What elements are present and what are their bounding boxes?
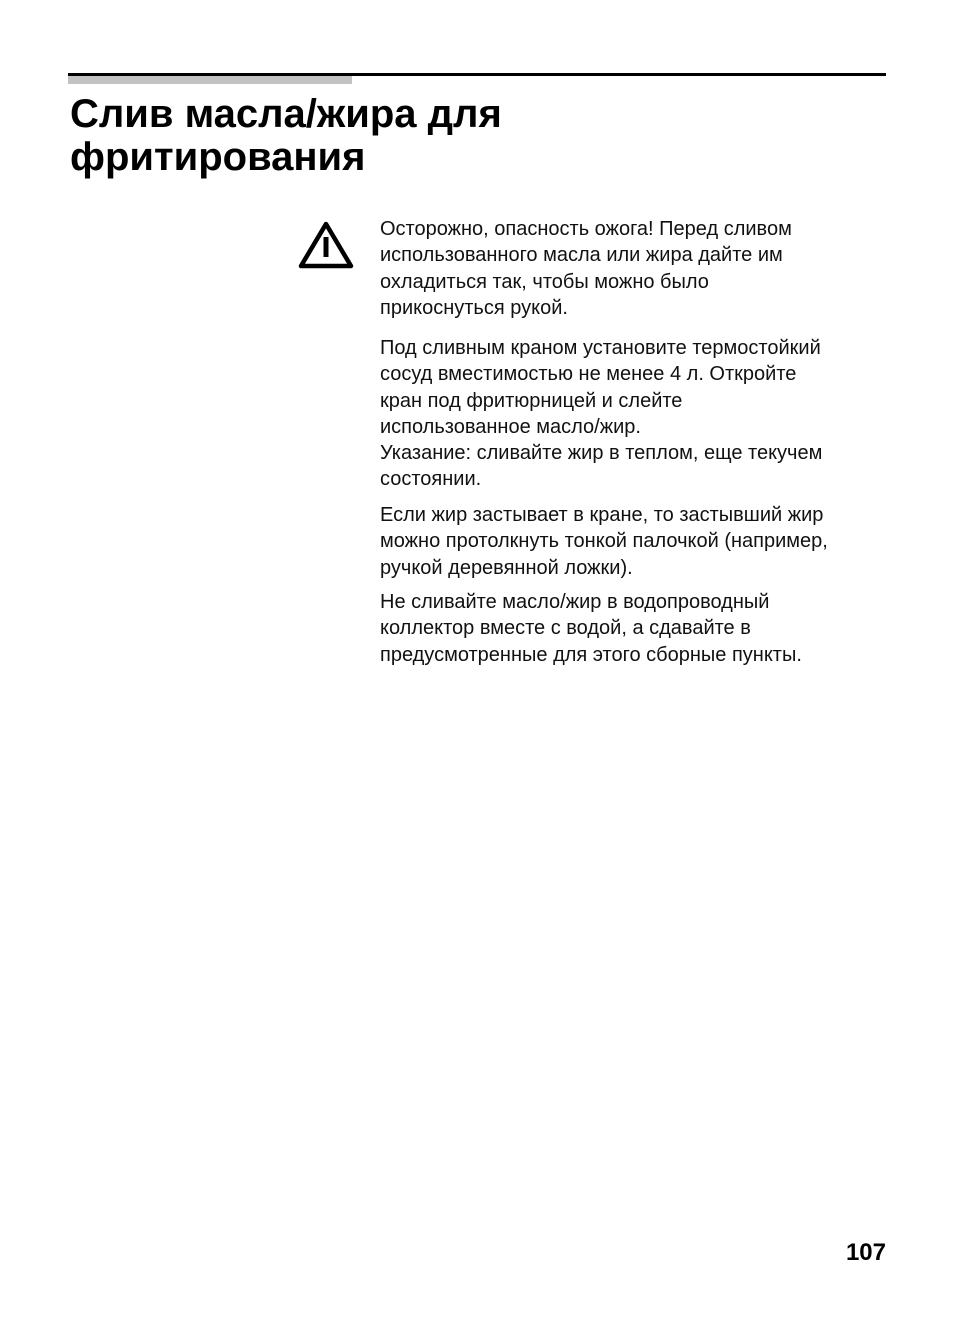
page-number: 107 [845, 1239, 886, 1266]
note-line: состоянии. [380, 468, 482, 491]
note-line: Указание: сливайте жир в теплом, еще текучем [380, 442, 823, 465]
header-rule-accent [68, 76, 352, 84]
text-line: ручкой деревянной ложки). [380, 556, 633, 579]
disposal-paragraph [380, 589, 802, 668]
warning-paragraph [380, 216, 792, 321]
instruction-paragraph [380, 502, 828, 581]
text-line: Не сливайте масло/жир в водопроводный [380, 591, 770, 613]
instruction-paragraph [380, 335, 822, 493]
text-line: сосуд вместимостью не менее 4 л. Откройте [380, 363, 797, 386]
text-line: коллектор вместе с водой, а сдавайте в [380, 617, 751, 640]
text-line: Под сливным краном установите термостойкий [380, 337, 821, 359]
text-line: Осторожно, опасность ожога! Перед сливом [380, 218, 792, 240]
text-line: охладиться так, чтобы можно было [380, 270, 709, 293]
text-line: использованное масло/жир. [380, 415, 641, 438]
text-line: использованного масла или жира дайте им [380, 244, 783, 267]
warning-triangle-icon [297, 220, 355, 270]
page-title-line: фритирования [70, 135, 366, 179]
page-title [70, 93, 502, 179]
page-title-line: Слив масла/жира для [70, 92, 502, 136]
text-line: предусмотренные для этого сборные пункты. [380, 643, 802, 666]
text-line: прикоснуться рукой. [380, 296, 568, 319]
text-line: можно протолкнуть тонкой палочкой (например, [380, 530, 828, 553]
text-line: кран под фритюрницей и слейте [380, 389, 683, 412]
text-line: Если жир застывает в кране, то застывший жир [380, 504, 824, 526]
